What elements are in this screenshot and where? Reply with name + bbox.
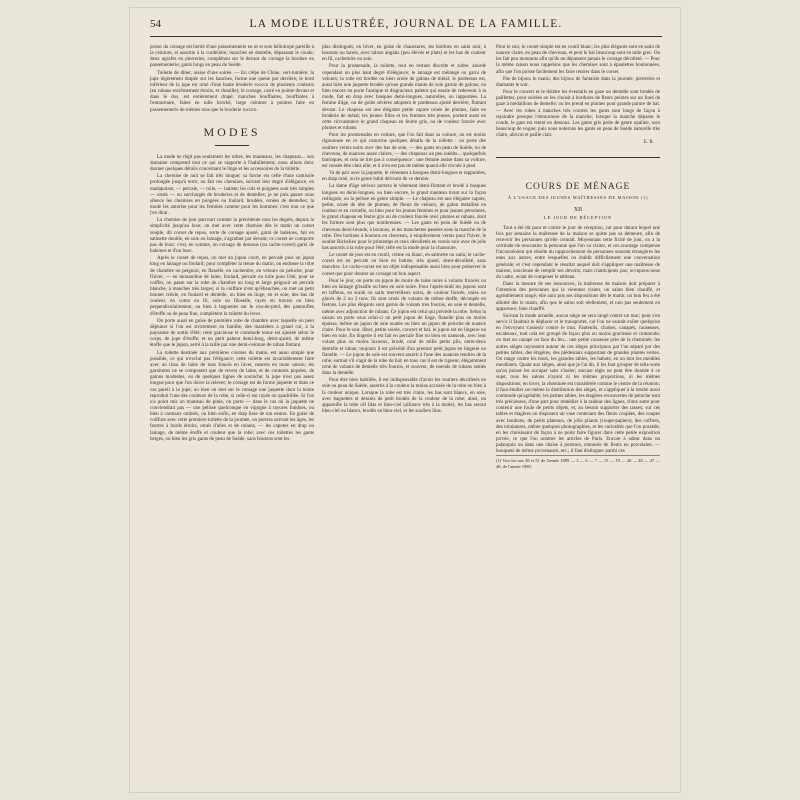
paragraph: Pas de bijoux le matin; des bijoux de fantaisie dans la journée; pierreries et diamants le soir.: [496, 75, 660, 88]
paragraph: Pour le concert et le théâtre les éventails en gaze ou dentelle sont brodés de paillettes; pour soirées on les choisit à bordures de fleurs peintes sur un fond de gaze à médaillons de dentelle; ou les prend en plumes pour grande parure de bal. — Avec les robes à manches très courtes les gants sont longs de façon à rejoindre presque l'entournure de la manche; lorsque la manche dépasse le coude, le gant est rentré en dessous. Les gants gris perle de genre opaline, sont beaucoup de vogue; puis nous noterons les gants en peau de Suède naturelle très claire, abricot et paille clair.: [496, 89, 660, 139]
title-rule: [215, 145, 249, 146]
author-signature: E. R.: [643, 140, 654, 146]
section-title-modes: MODES: [203, 124, 261, 139]
column-3: [496, 44, 660, 788]
paragraph: Pour le soir, le corset simple est en coutil blanc; les plus élégants sont en satin de nuance claire, en peau de chevreau, et peut le bal beaucoup sont en tulle grec. On les fait peu montants afin qu'ils ne dépassent jamais le corsage décolleté. — Pour la même raison nous rappelons que les chemises sont à épaulettes boutonnées, afin que l'on puisse facilement les faire rentrer dans le corset.: [496, 44, 660, 75]
journal-page: [130, 8, 680, 792]
paragraph: Le corset de jour est en coutil, crème ou blanc, en satinette ou satin; le cache-corset est en percale ou bien en batiste, très ajusté, demi-décolleté, sans manches. Le cache-corset est un objet indispensable aussi bien pour préserver le corset que pour donner au corsage un bon aspect.: [322, 252, 486, 277]
section-subtitle: À L'USAGE DES JEUNES MAÎTRESSES DE MAISON (1): [507, 194, 649, 200]
column-1: [150, 44, 314, 788]
paragraph: Après le corset de repos, on met un jupon court, en percale puis un jupon long en lainage ou foulard; pour compléter la tenue du matin, on endosse la robe de chambre ou peignoir, en flanelle, en cachemire, en velours ou peluche, pour l'hiver, — en mousseline de laine, foulard, percale ou toile pour l'été; pour se coiffer, on passe sur la robe de chambre un long et large peignoir en percale blanche, à manches très larges; si la coiffure n'est qu'ébauchée, on met un petit bonnet créole, en foulard et dentelle, ou bien en linge, en et soie; des bas de couleur, en coton ou fil, soie ou filoselle, rayés en travers ou bien perpendiculairement, ou bien à baguettes sur le cou-de-pied, des pantoufles d'étoffe ou de peau fine, complètent la toilette du lever.: [150, 255, 314, 317]
paragraph: La chemise de nuit se fait très longue; sa forme est celle d'une camisole prolongée jusqu'à terre; on fait ces chemises, suivant leur degré d'élégance, en madapolam, — percale, — toile, — batiste; les cols et poignets sont très simples — ornés — ou surchargés de broderies et de dentelles; je ne puis passer sous silence les chemises en pongées ou foulard, brodées, ornées de dentelles; la mode les autorise pour les femmes comme pour les hommes; c'est tout ce que j'en dirai.: [150, 173, 314, 217]
paragraph: La toilette destinée aux premières courses du matin, est aussi simple que possible, ce qui n'exclut pas l'élégance; cette toilette est invariablement faite avec un tissu de laine de tons foncés en hiver, neutres en toute saison; les garnitures ne se composent que de revers de laine, et de coutures piquées, de galons modestes, ou de quelques lignes de soutache; la jupe n'est pas assez longue pour que l'on doive la relever; le corsage est de forme jaquette et dans ce cas pareil à la jupe; ou bien on met sur le corsage une jaquette dont la teinte reproduit l'une des couleurs de la robe, si celle-ci est rayée ou quadrillée. Si l'on n'a point mis un manteau de pluie, on porte — dans le cas où la jaquette ne conviendrait pas — une pelisse quelconque en vigogne à rayures fondues, ou bien à carreaux ombrés, ou bien enfin, en drap lisse de ton neutre. En guise de coiffure avec cette première toilette de la journée, on portera suivant les âges, les feutres à bords étroits, ornés d'ailes et de rubans, — les capotes en drap ou lainage, de même étoffe et couleur que la robe; avec ces toilettes les gants beiges, ou bien les gris gants de peau de Suède, sans boutons sont les: [150, 349, 314, 442]
section-title-menage: COURS DE MÉNAGE: [525, 181, 631, 192]
paragraph: prieur du corsage est bordé d'une passementerie en or et soie héliotrope pareille à la ceinture, et assortie à la cordelière; manches en dentelle, dépassant le coude; deux agrafes en pierreries, complétant sur le devant du corsage la bordure en passementerie; gants longs en peau de Suède.: [150, 44, 314, 69]
chapter-heading: LE JOUR DE RÉCEPTION: [544, 214, 612, 220]
paragraph: Pour la promenade, la toilette, tout en restant discrète et sobre, aborde cependant un plus haut degré d'élégance; le lainage est mélangé ou garni de velours; la robe est bordée ou bien ornée de galons de métal; le pardessus est, aussi bien une jaquette brodée qu'une grande mante de soie garnie de galons; ou bien encore on porte l'antique et disgracieux paletot qui essaie de redevenir à la mode, fait en drap avec basques demi-longues, naturelles, ou rapportées. La femme d'âge, ou de goûts sévères adoptera le pardessus ajusté derrière, flottant devant. Le chapeau est une élégante petite capote ornée de plumes, faite en broderie de métal; les jeunes filles et les femmes très jeunes, portent aussi en cette circonstance le grand chapeau en feutre gris, ou de couleur foncée avec plumes et rubans.: [322, 63, 486, 132]
footnote: (1) Voir les nos 38 et 51 de l'année 1889 — 3 — 6 — 7 — 15 — 19 — 26 — 40 — 47 — 48, de l'année 1889.: [496, 455, 660, 469]
paragraph: La mode ne règit pas seulement les robes, les manteaux, les chapeaux... son domaine comprend tout ce qui se rapporte à l'habillement; nous allons donc donner quelques détails concernant le linge et les accessoires de la toilette.: [150, 153, 314, 173]
paragraph: Pour les promenades en voiture, que l'on fait dans sa voiture, on est moins rigoureuse en ce qui concerne quelques détails de la toilette : on porte des souliers vernis noirs avec des bas de soie, — des gants en peau de Suède, ou de chevreau, de nuances assez claires, — des chapeaux un peu inédits... quelquefois barroques, et cela ne tire pas à conséquence : une femme assise dans sa voiture, est censée être chez elle; et il n'en est pas de même quand elle circule à pied.: [322, 132, 486, 169]
page-header: [150, 16, 662, 34]
paragraph: Pour être bien habillée, il est indispensable d'avoir les souliers décolletés en soie ou peau de Suède, assortis à la couleur la moins accusée de la robe ou bien à la couleur unique. Lorsque la robe est très claire, les bas sont blancs, en soie, avec baguettes et dessins de petit brodés de la couleur de la robe; ainsi, on appareille la robe cél lilas et bleu-ciel (alliance très à la mode), les bas seront bleu-ciel ou blancs, brodés en bleu-ciel, et les souliers lilas.: [322, 377, 486, 415]
paragraph: On porte aussi en guise de première robe de chambre avec laquelle on peut déjeuner si l'on est strictement en famille, des mantelets à grand col, à la paysanne de sortie d'été; cette gracieuse et commode tenue est ajustée selon le corps, de jupe d'étoffe; et un petit paletot demi-long, demi-ajusté, de même étoffe que le jupon, serré à la taille par une demi-ceinture de ruban flottant.: [150, 317, 314, 349]
paragraph: Tout a été dit pour et contre le jour de réception, car pour durant lequel une fois par semaine la maîtresse de la maison se quitte pas sa demeure, afin de recevoir les personnes qu'elle connaît. Moyennant cette fixité de jour, on a la certitude de rencontrer la personne que l'on va visiter, et cet avantage compense l'inconvénient qui résulte du rapprochement de personnes souvent étrangères les unes aux autres, entre lesquelles on établit difficilement une conversation générale; et c'est cependant le résultat auquel doit s'appliquer une maîtresse de maison, soucieuse de remplir ses devoirs; mais n'anticipons pas; occupons-nous du cadre, avant de composer le tableau.: [496, 224, 660, 280]
header-rule: [150, 36, 662, 37]
paragraph: plus distingués; en hiver, en guise de chaussures, les bottines en satin noir, à boutons ou lacets, avec talons anglais (peu élevés et plats) et les bas de couleur en fil, cachemire ou soie.: [322, 44, 486, 63]
chapter-number: XII: [573, 206, 583, 213]
paragraph: Pour le jour, on porte un jupon de moire de laine noire à volants froncés ou bien en lainage grisaille ou bien en soie noire. Pour l'après-midi les jupons sont en taffetas, en surah ou satin merveilleux noirs, de couleur foncée, unies ou glacés de 2 ou 3 tons. Ils sont ornés de volants de même étoffe, découpés en festons. Les plus élégants sont garnis de volants tres fournis, en soie et dentelle, même avec adjonction de rubans. Ce jupon est celui qui précède la robe. Selon la saison on porte sous celui-ci un petit jupon de linge, flanelle plus ou moins épaisse, même un jupon de soie ouatée ou bien un jupon de peluche de nuance claire. Pour le soir, dîner, petite soirée, concert et bal, le jupon est en lingerie ou bien en soie. En lingerie il est fait en percale fine ou bien en nansouk, avec leur volant plus ou moins luxueux, brodé, orné de mille petits plis, entre-deux dentelle et ruban; toujours il est précédé d'un premier petit jupon en lingerie ou flanelle. — Le jupon de soie est souvent assorti à l'une des nuances tendres de la robe, surtout s'il s'agit de la robe de bal; en tous cas il est de rigueur, élégamment orné de volants de dentelle très fournis, et souvent, de noeuds de rubans semés dans la dentelle.: [322, 277, 486, 377]
paragraph: Dans la mesure de ses ressources, la maîtresse de maison doit préparer à l'intention des personnes qui la viennent visiter, un salon bien chauffé, et agréablement rangé; elle aura pris ses dispositions dès le matin; un bon feu a été allumé dès le matin, afin que le salon soit réellement, et non pas seulement en apparence, bien chauffé.: [496, 281, 660, 312]
running-title: LA MODE ILLUSTRÉE, JOURNAL DE LA FAMILLE.: [249, 18, 563, 30]
cours-de-menage-section: [496, 157, 660, 470]
paragraph: Toilette de dîner, assise d'une soirée. — En crêpe de Chine, vert-lumière; la jupe légèrement drapée sur les hanches, forme une queue par derrière; le bord inférieur de la jupe est orné d'une haute broderie rococo de plusieurs couleurs (en rubans extrêmement étroits, et chenille); le corsage, carré en pointe devant et dans le dos, est entièrement drapé; manches bouffantes, bouffantes à l'entournure, faites en tulle broché, large ceinture à pointes faite en passementerie de mêmes tons que la broderie rococo.: [150, 69, 314, 113]
paragraph: La dame d'âge sérieux portera le vêtement demi-flottant et brodé à basques longues ou demi-longues, ou bien encore, le grand manteau tirant sur la façon redingote, ou la pelisse en genre simple. — Le chapeau est une élégante capote, petite, ornée de tête de plumes, de fleurs de velours, de galon métallisé en couleur et en cornelle, ou bien pour les jeunes femmes et pour jeunes personnes, le grand chapeau en feutre gris ou de couleur foncée avec plumes et rubans, dont les formes sont plus que nombreuses. — Les gants en peau de Suède ou de chevreau demi-blonde, à boutons, et les manchettes passées sous la manche de la robe. Des bottines à boutons en chevreau, à empiècement vernis pour l'hiver, le soulier Richelieu pour le printemps et ceux décolletés en vernis noir avec de jolis bas assortis à la robe pour l'été, telle est la mode pour la chaussure.: [322, 183, 486, 251]
page-number: 54: [150, 18, 161, 30]
paragraph: La chemise de jour parcourt comme la précédente tous les degrés, depuis la simplicité jusqu'au luxe; on met avec cette chemise dès le matin un corset souple, dit corset de repos, sorte de corsage ajusté, garni de baleines, fait en satinette double, en soie ou lainage, s'agrafant par devant; ce corset ne comporte pas de busc; c'est, en somme, un corsage de dessous (ou cache-corset) garni de baleines et d'un busc.: [150, 217, 314, 255]
paragraph: Va de pair avec la jaquette, le vêtement à basques demi-longues et rapportées, en drap orné, ou le genre habit dérivant de ce dernier.: [322, 170, 486, 183]
paragraph: Suivant la mode actuelle, aucun siège ne sera rangé contre un mur; pour s'en servir il faudrait le déplacer et le transporter, car l'on ne saurait exiler quelqu'un en l'envoyant s'asseoir contre le mur. Fauteuils, chaises, canapés, causeuses, escabeaux, tout cela est groupé de façon plus ou moins gracieuse et commode; on met un canapé ou face du feu... une petite causeuse près de la cheminée; les autres sièges rayonnent autour de ces sièges principaux par l'un séparé par des petites tables, des étagères, des piédestaux supportant de grandes plantes vertes. On range contre les murs, les grandes tables, les bahuts, en un mot les meubles meublants. Quant aux sièges, ainsi que je l'ai dit, il les faut grouper de telle sorte qu'on puisse les occuper sans s'isoler; aucune règle ne peut être donnée à ce sujet, tous les salons n'ayant ni les mêmes proportions, ni les mêmes dispositions; en hiver, la cheminée est considérée comme le centre de la réunion; il faut étudier soi-même la distribution des sièges, et s'appliquer à la rendre aussi commode qu'agréable; les petites tables, les étagères recouvertes de peluche sont très précieuses, d'une part pour remédier à la raideur des lignes, d'une autre pour contenir une foule de petits objets, et, au besoin supporter des tasses; sur ces tables et étagères on disposera un vase contenant des fleurs coupées, des coupes avec bonbons, de petits plateaux, de jolis pliants (coupe-papiers), des coffrets, des miniatures, même quelques photographies, et les curiosités que l'on possède, en les choisissant de façon à ne point faire figurer dans cette petite exposition privée, ce que l'on nomme les articles de Paris. Encore à odeur dans un palanquin ou dans une chaise à porteurs, entourée de fleurs en porcelaine, — bouquets de même provenance, etc.; il faut distinguer parmi ces: [496, 312, 660, 455]
column-2: [322, 44, 486, 788]
